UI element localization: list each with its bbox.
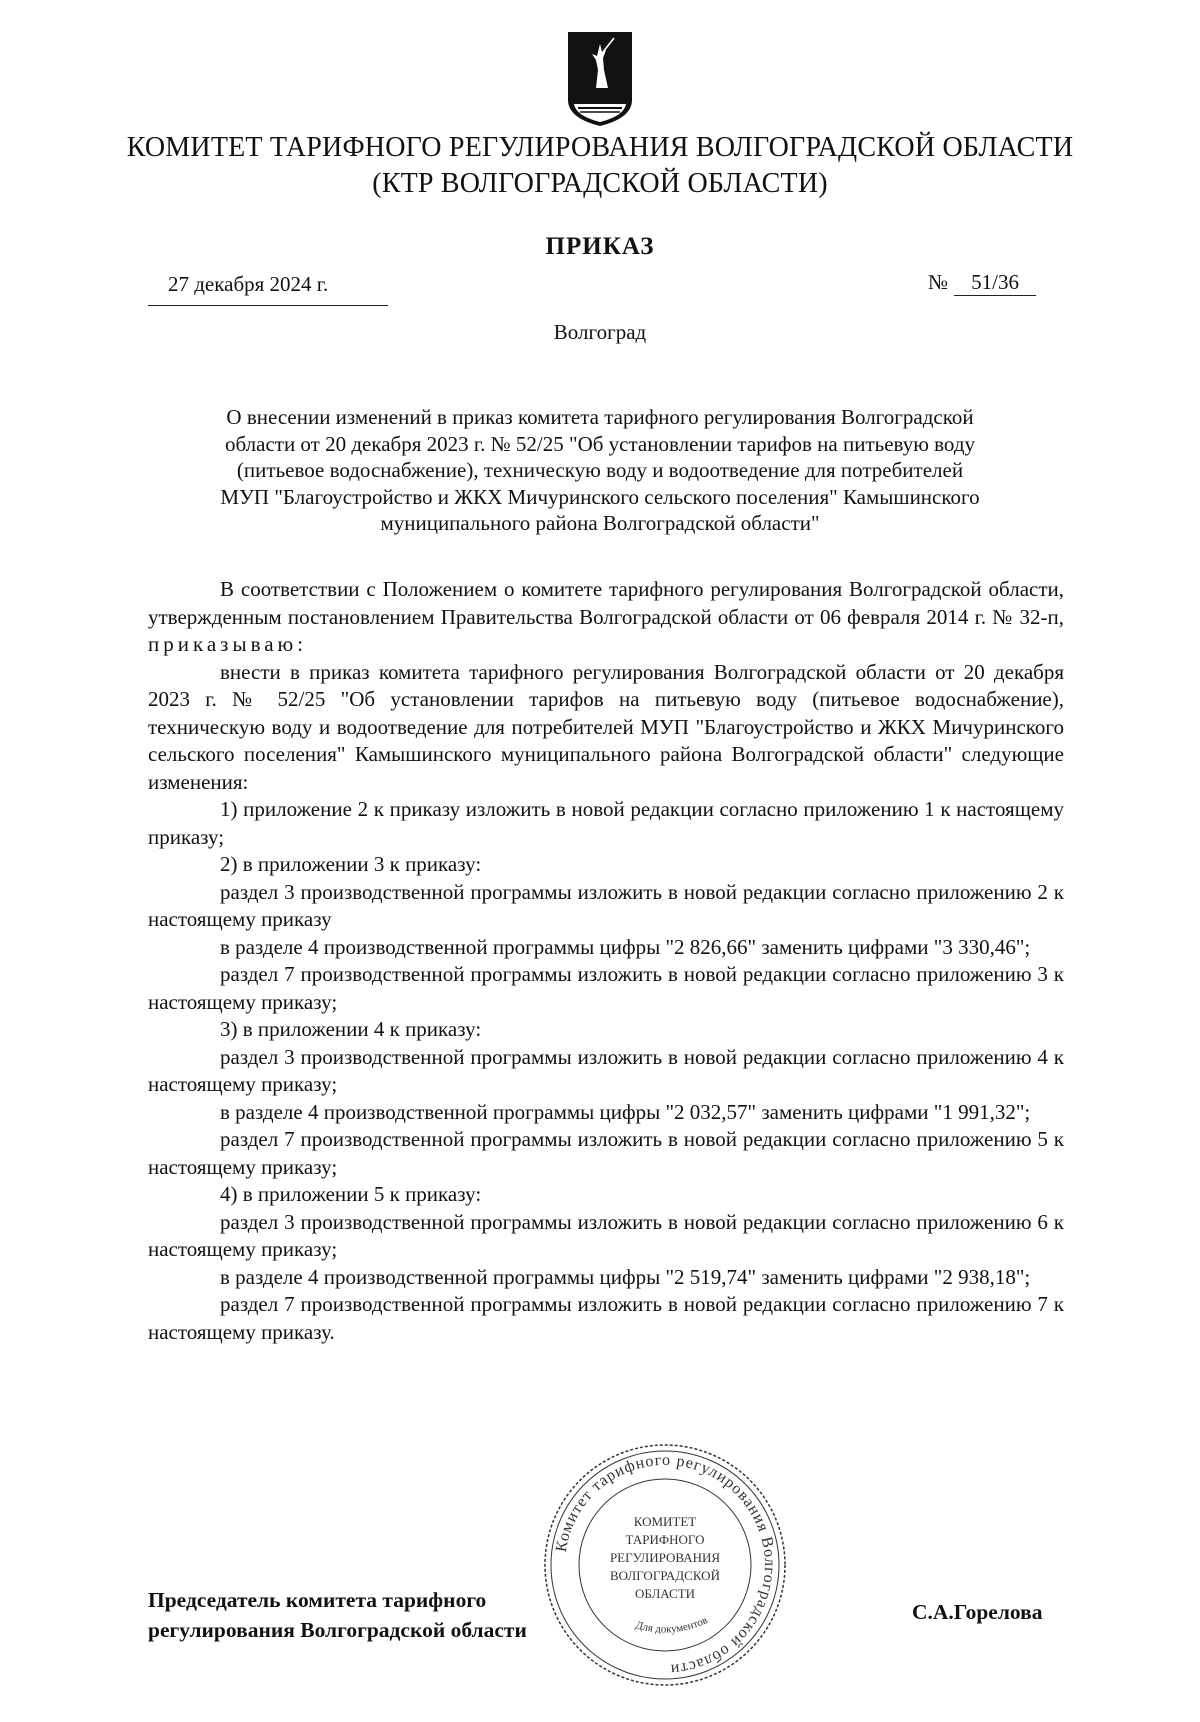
document-type-title: ПРИКАЗ	[545, 233, 655, 260]
body-paragraph: 1) приложение 2 к приказу изложить в новой редакции согласно приложению 1 к настоящему приказу;	[148, 797, 1064, 849]
coat-of-arms-icon	[566, 30, 634, 128]
number-value: 51/36	[954, 270, 1036, 296]
body-paragraph: 3) в приложении 4 к приказу:	[220, 1017, 482, 1041]
signatory-title-line: Председатель комитета тарифного	[148, 1588, 487, 1612]
body-paragraph: внести в приказ комитета тарифного регулирования Волгоградской области от 20 декабря 2023 г. № 52/25 "Об установлении тарифов на питьевую воду (питьевое водоснабжение), техническую воду и водоотведение для потребителей МУП "Благоустройство и ЖКХ Мичуринского сельского поселения" Камышинского муниципального района Волгоградской области" следующие изменения:	[148, 659, 1064, 794]
svg-text:Для документов	[634, 1614, 710, 1635]
seal-center-line: ВОЛГОГРАДСКОЙ	[610, 1568, 720, 1583]
body-paragraph: в разделе 4 производственной программы цифры "2 519,74" заменить цифрами "2 938,18";	[220, 1264, 1031, 1289]
number-sign: №	[928, 270, 949, 294]
official-seal	[540, 1440, 790, 1690]
body-paragraph: раздел 3 производственной программы изложить в новой редакции согласно приложению 6 к настоящему приказу;	[148, 1209, 1064, 1261]
subject-line: О внесении изменений в приказ комитета тарифного регулирования Волгоградской	[226, 405, 974, 429]
organization-name: КОМИТЕТ ТАРИФНОГО РЕГУЛИРОВАНИЯ ВОЛГОГРАДСКОЙ ОБЛАСТИ	[126, 132, 1074, 163]
subject-line: области от 20 декабря 2023 г. № 52/25 "Об установлении тарифов на питьевую воду	[224, 431, 976, 456]
document-body	[148, 576, 1064, 1346]
document-subject	[150, 404, 1050, 537]
organization-abbreviation: (КТР ВОЛГОГРАДСКОЙ ОБЛАСТИ)	[372, 168, 828, 199]
body-paragraph: раздел 7 производственной программы изложить в новой редакции согласно приложению 3 к настоящему приказу;	[148, 962, 1064, 1014]
body-paragraph: раздел 3 производственной программы изложить в новой редакции согласно приложению 2 к настоящему приказу	[148, 879, 1064, 931]
preamble-text: В соответствии с Положением о комитете тарифного регулирования Волгоградской области, утвержденным постановлением Правительства Волгоградской области от 06 февраля 2014 г. № 32-п,	[148, 577, 1064, 629]
signatory-title-line: регулирования Волгоградской области	[148, 1618, 527, 1642]
seal-center-line: ТАРИФНОГО	[625, 1532, 705, 1547]
body-paragraph: 4) в приложении 5 к приказу:	[220, 1182, 482, 1206]
body-paragraph: в разделе 4 производственной программы цифры "2 826,66" заменить цифрами "3 330,46";	[220, 934, 1031, 959]
seal-center-line: РЕГУЛИРОВАНИЯ	[609, 1550, 721, 1565]
seal-center-line: КОМИТЕТ	[633, 1514, 697, 1529]
document-city: Волгоград	[553, 320, 647, 344]
body-paragraph: раздел 7 производственной программы изложить в новой редакции согласно приложению 7 к настоящему приказу.	[148, 1292, 1064, 1344]
subject-line: (питьевое водоснабжение), техническую воду и водоотведение для потребителей	[236, 458, 964, 482]
signatory-name: С.А.Горелова	[912, 1600, 1043, 1624]
preamble-paragraph	[148, 576, 1064, 659]
body-paragraph: раздел 3 производственной программы изложить в новой редакции согласно приложению 4 к настоящему приказу;	[148, 1044, 1064, 1096]
subject-line: МУП "Благоустройство и ЖКХ Мичуринского сельского поселения" Камышинского	[220, 484, 980, 509]
body-paragraph: 2) в приложении 3 к приказу:	[220, 852, 482, 876]
document-number	[928, 270, 1036, 304]
order-word: приказываю:	[148, 632, 308, 656]
body-paragraph: в разделе 4 производственной программы цифры "2 032,57" заменить цифрами "1 991,32";	[220, 1099, 1031, 1124]
signatory-title	[148, 1585, 527, 1645]
seal-center-line: ОБЛАСТИ	[634, 1586, 696, 1601]
document-date: 27 декабря 2024 г.	[148, 272, 388, 306]
seal-ring-text: Комитет тарифного регулирования Волгоградской области	[552, 1451, 779, 1678]
seal-bottom-text: Для документов	[634, 1614, 710, 1636]
body-paragraph: раздел 7 производственной программы изложить в новой редакции согласно приложению 5 к настоящему приказу;	[148, 1127, 1064, 1179]
subject-line: муниципального района Волгоградской области"	[380, 511, 820, 535]
